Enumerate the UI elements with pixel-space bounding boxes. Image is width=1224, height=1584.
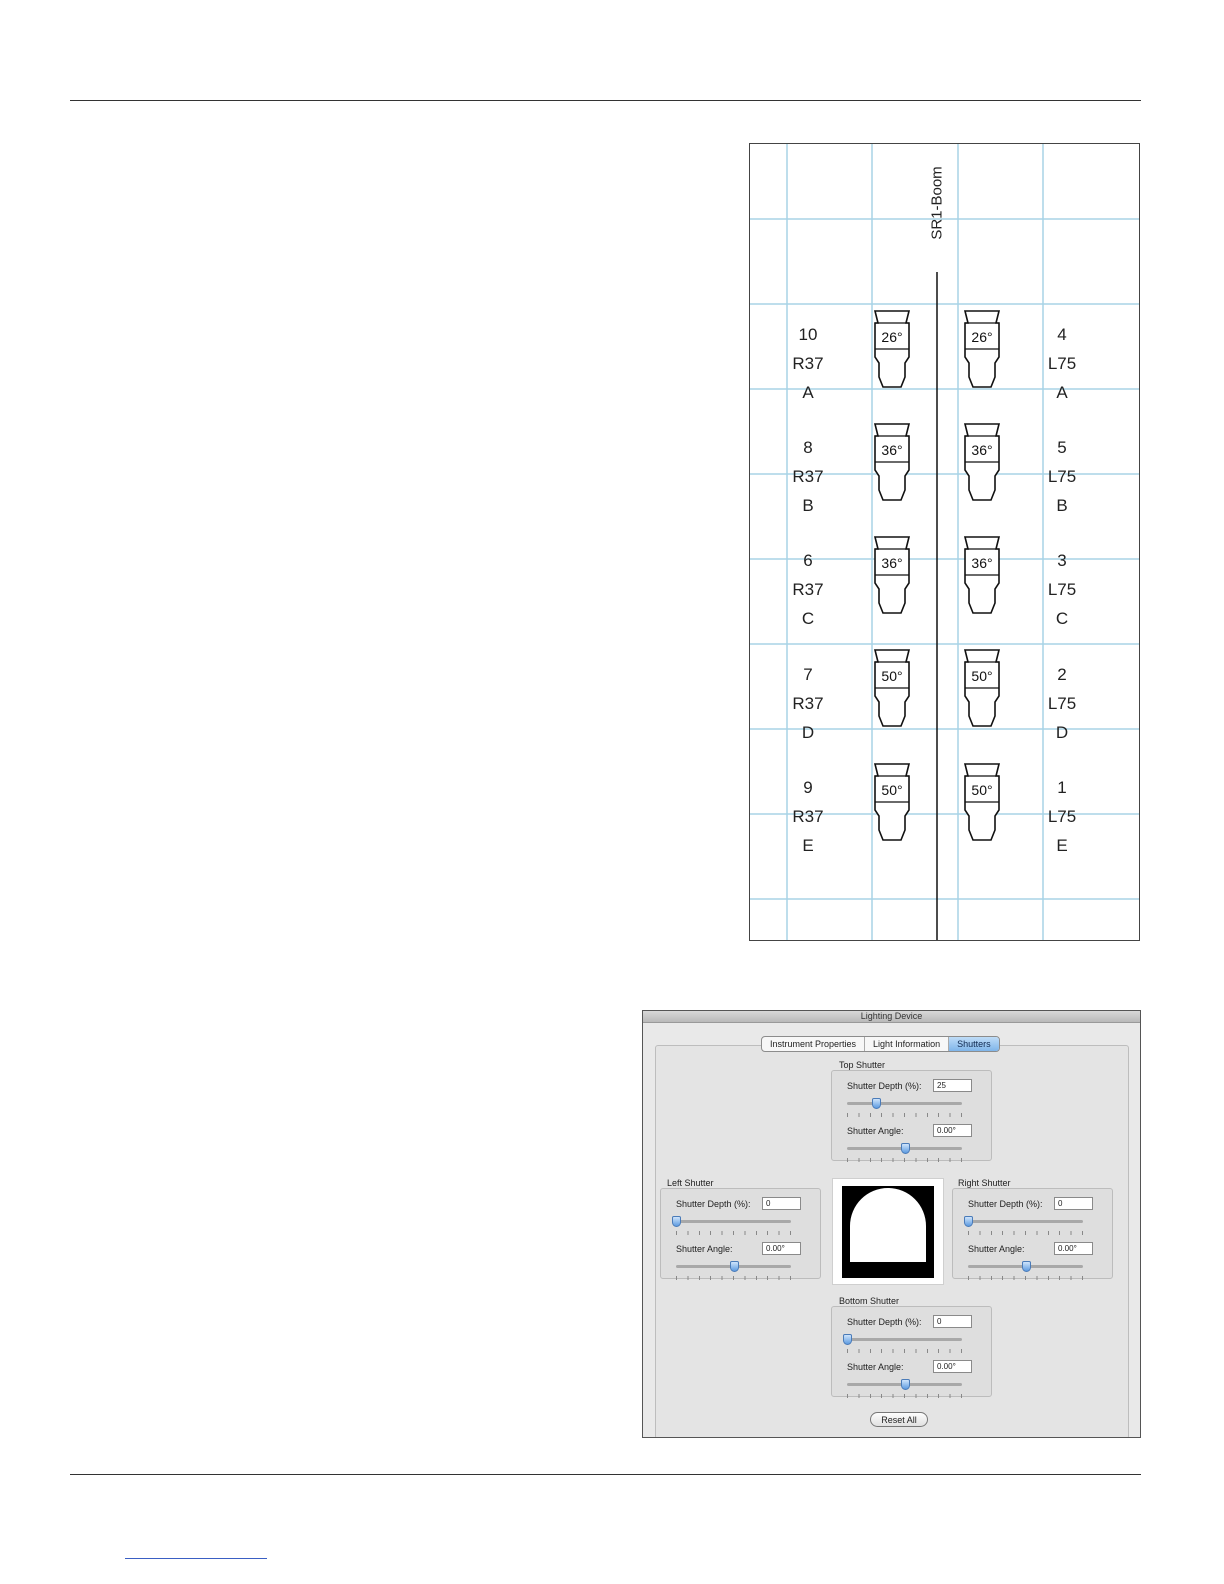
footer-rule — [70, 1474, 1141, 1475]
fixture-beam-angle: 36° — [881, 555, 903, 571]
right-angle-thumb[interactable] — [1022, 1261, 1031, 1272]
left-depth-input[interactable] — [762, 1197, 801, 1210]
left-fixture-label — [783, 773, 833, 860]
right-fixture-label — [1037, 773, 1087, 860]
fixture-number: 2 — [1057, 665, 1067, 684]
fixture-beam-angle: 50° — [971, 782, 993, 798]
fixture-color: R37 — [792, 807, 824, 826]
bottom-depth-thumb[interactable] — [843, 1334, 852, 1345]
slider-track — [847, 1338, 962, 1341]
shutter-preview — [832, 1178, 944, 1285]
left-depth-label: Shutter Depth (%): — [676, 1199, 751, 1209]
fixture-beam-angle: 50° — [971, 668, 993, 684]
right-depth-slider[interactable] — [968, 1216, 1083, 1228]
fixture-color: L75 — [1047, 807, 1077, 826]
fixture-color: R37 — [792, 467, 824, 486]
fixture-color: R37 — [792, 694, 824, 713]
boom-label: SR1-Boom — [928, 166, 946, 240]
fixture-beam-angle: 36° — [971, 442, 993, 458]
top-depth-thumb[interactable] — [872, 1098, 881, 1109]
fixture-number: 5 — [1057, 438, 1067, 457]
slider-ticks — [847, 1158, 962, 1162]
bottom-shutter-group — [831, 1306, 992, 1397]
slider-track — [968, 1220, 1083, 1223]
bottom-depth-slider[interactable] — [847, 1334, 962, 1346]
left-depth-thumb[interactable] — [672, 1216, 681, 1227]
right-fixture-label — [1037, 660, 1087, 747]
fixture-circuit: C — [801, 609, 815, 628]
left-angle-slider[interactable] — [676, 1261, 791, 1273]
fixture-circuit: C — [1055, 609, 1069, 628]
tab-instrument-properties[interactable]: Instrument Properties — [762, 1037, 865, 1051]
left-fixture-label — [783, 433, 833, 520]
top-angle-label: Shutter Angle: — [847, 1126, 904, 1136]
left-angle-thumb[interactable] — [730, 1261, 739, 1272]
right-shutter-group — [952, 1188, 1113, 1279]
fixture-number: 1 — [1057, 778, 1067, 797]
right-depth-label: Shutter Depth (%): — [968, 1199, 1043, 1209]
fixture-circuit: E — [1056, 836, 1068, 855]
bottom-shutter-title: Bottom Shutter — [839, 1296, 900, 1306]
ellipsoidal-fixture-icon — [875, 424, 909, 500]
top-depth-slider[interactable] — [847, 1098, 962, 1110]
tab-bar — [761, 1036, 1000, 1052]
ellipsoidal-fixture-icon — [965, 424, 999, 500]
bottom-angle-slider[interactable] — [847, 1379, 962, 1391]
fixture-circuit: B — [802, 496, 814, 515]
fixture-color: L75 — [1047, 467, 1077, 486]
fixture-color: R37 — [792, 580, 824, 599]
bottom-depth-input[interactable] — [933, 1315, 972, 1328]
ellipsoidal-fixture-icon — [965, 764, 999, 840]
right-angle-label: Shutter Angle: — [968, 1244, 1025, 1254]
slider-ticks — [847, 1113, 962, 1117]
dialog-title: Lighting Device — [643, 1011, 1140, 1023]
top-angle-input[interactable] — [933, 1124, 972, 1137]
fixture-beam-angle: 26° — [971, 329, 993, 345]
ellipsoidal-fixture-icon — [965, 537, 999, 613]
top-depth-label: Shutter Depth (%): — [847, 1081, 922, 1091]
fixture-circuit: B — [1056, 496, 1068, 515]
fixture-beam-angle: 50° — [881, 782, 903, 798]
fixture-number: 8 — [803, 438, 813, 457]
ellipsoidal-fixture-icon — [875, 311, 909, 387]
fixture-circuit: A — [1056, 383, 1068, 402]
fixture-beam-angle: 36° — [881, 442, 903, 458]
fixture-beam-angle: 50° — [881, 668, 903, 684]
lighting-device-dialog — [642, 1010, 1141, 1438]
fixture-circuit: E — [802, 836, 814, 855]
slider-ticks — [968, 1276, 1083, 1280]
ellipsoidal-fixture-icon — [875, 537, 909, 613]
right-fixture-label — [1037, 433, 1087, 520]
slider-track — [847, 1102, 962, 1105]
slider-track — [676, 1220, 791, 1223]
fixture-beam-angle: 36° — [971, 555, 993, 571]
ellipsoidal-fixture-icon — [965, 311, 999, 387]
right-angle-input[interactable] — [1054, 1242, 1093, 1255]
fixture-number: 10 — [798, 325, 818, 344]
fixture-color: L75 — [1047, 354, 1077, 373]
right-fixture-label — [1037, 320, 1087, 407]
header-rule — [70, 100, 1141, 101]
right-depth-thumb[interactable] — [964, 1216, 973, 1227]
top-depth-input[interactable] — [933, 1079, 972, 1092]
fixture-color: L75 — [1047, 580, 1077, 599]
right-shutter-title: Right Shutter — [958, 1178, 1011, 1188]
bottom-angle-label: Shutter Angle: — [847, 1362, 904, 1372]
fixture-number: 3 — [1057, 551, 1067, 570]
slider-ticks — [676, 1276, 791, 1280]
left-shutter-group — [660, 1188, 821, 1279]
left-fixture-label — [783, 546, 833, 633]
left-shutter-title: Left Shutter — [667, 1178, 714, 1188]
right-depth-input[interactable] — [1054, 1197, 1093, 1210]
fixture-number: 9 — [803, 778, 813, 797]
bottom-angle-input[interactable] — [933, 1360, 972, 1373]
left-fixture-label — [783, 660, 833, 747]
left-depth-slider[interactable] — [676, 1216, 791, 1228]
fixture-beam-angle: 26° — [881, 329, 903, 345]
beam-preview-icon — [842, 1186, 934, 1278]
left-angle-input[interactable] — [762, 1242, 801, 1255]
left-fixture-label — [783, 320, 833, 407]
bottom-depth-label: Shutter Depth (%): — [847, 1317, 922, 1327]
ellipsoidal-fixture-icon — [875, 650, 909, 726]
reset-all-button[interactable]: Reset All — [870, 1412, 928, 1427]
fixture-number: 7 — [803, 665, 813, 684]
slider-ticks — [847, 1394, 962, 1398]
left-angle-label: Shutter Angle: — [676, 1244, 733, 1254]
fixture-number: 4 — [1057, 325, 1067, 344]
tab-shutters[interactable]: Shutters — [949, 1037, 999, 1051]
top-angle-slider[interactable] — [847, 1143, 962, 1155]
fixture-circuit: A — [802, 383, 814, 402]
footer-link-underline[interactable] — [125, 1558, 267, 1559]
slider-ticks — [847, 1349, 962, 1353]
ellipsoidal-fixture-icon — [875, 764, 909, 840]
top-shutter-title: Top Shutter — [839, 1060, 886, 1070]
bottom-angle-thumb[interactable] — [901, 1379, 910, 1390]
fixture-circuit: D — [801, 723, 815, 742]
fixture-number: 6 — [803, 551, 813, 570]
top-shutter-group — [831, 1070, 992, 1161]
fixture-circuit: D — [1055, 723, 1069, 742]
ellipsoidal-fixture-icon — [965, 650, 999, 726]
fixture-color: R37 — [792, 354, 824, 373]
top-angle-thumb[interactable] — [901, 1143, 910, 1154]
fixture-color: L75 — [1047, 694, 1077, 713]
slider-ticks — [968, 1231, 1083, 1235]
right-angle-slider[interactable] — [968, 1261, 1083, 1273]
tab-light-information[interactable]: Light Information — [865, 1037, 949, 1051]
slider-ticks — [676, 1231, 791, 1235]
right-fixture-label — [1037, 546, 1087, 633]
